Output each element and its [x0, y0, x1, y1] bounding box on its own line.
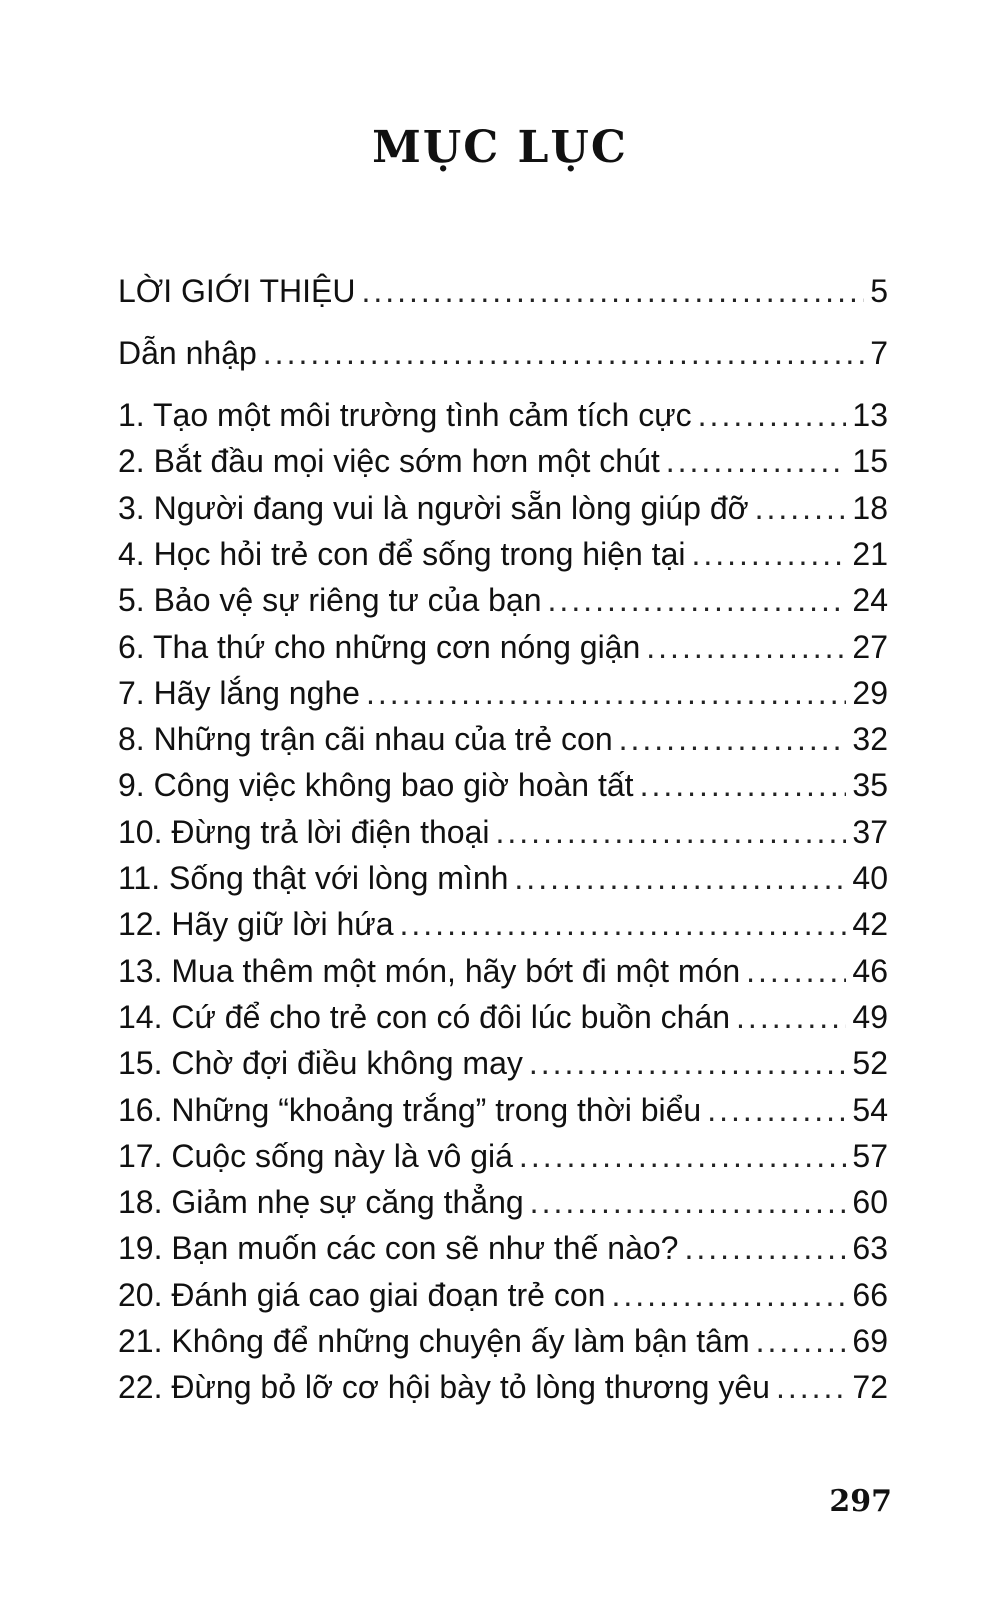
toc-entry [118, 531, 888, 577]
dot-leader [619, 716, 847, 762]
toc-entry [118, 948, 888, 994]
dot-leader [691, 531, 846, 577]
toc-entry-page: 69 [852, 1323, 888, 1359]
toc-entry-title: 3. Người đang vui là người sẵn lòng giúp đỡ [118, 489, 749, 526]
toc-entry [118, 901, 888, 947]
toc-entry-title: 7. Hãy lắng nghe [118, 674, 360, 711]
dot-leader [366, 670, 846, 716]
dot-leader [776, 1364, 846, 1410]
dot-leader [514, 855, 846, 901]
toc-entry-title: 1. Tạo một môi trường tình cảm tích cực [118, 397, 692, 433]
toc-entry [118, 1133, 888, 1179]
dot-leader [519, 1133, 846, 1179]
dot-leader [548, 577, 847, 623]
dot-leader [646, 624, 846, 670]
toc-entry-page: 72 [852, 1369, 888, 1406]
toc-entry-page: 42 [852, 906, 888, 943]
toc-entry-page: 49 [852, 998, 888, 1035]
toc-entry-page: 27 [852, 628, 888, 665]
toc-entry-page: 60 [852, 1184, 888, 1221]
toc-entry-title: 12. Hãy giữ lời hứa [118, 906, 394, 943]
toc-entry-title: 9. Công việc không bao giờ hoàn tất [118, 767, 634, 804]
dot-leader [755, 485, 847, 531]
toc-entry [118, 1225, 888, 1271]
toc-entry-page: 24 [852, 582, 888, 619]
toc-entry [118, 1087, 888, 1133]
toc-entry-page: 37 [852, 813, 888, 850]
page-title: MỤC LỤC [372, 122, 628, 173]
toc-entry-title: LỜI GIỚI THIỆU [118, 273, 356, 309]
toc-entry [118, 716, 888, 762]
toc-entry-page: 54 [852, 1091, 888, 1128]
toc-entry-page: 7 [870, 335, 888, 371]
dot-leader [400, 901, 847, 947]
toc-entry-title: 15. Chờ đợi điều không may [118, 1045, 523, 1082]
toc-entry [118, 809, 888, 855]
toc-entry-title: 16. Những “khoảng trắng” trong thời biểu [118, 1091, 702, 1128]
toc-entry-title: 6. Tha thứ cho những cơn nóng giận [118, 628, 641, 665]
toc-entry-title: 13. Mua thêm một món, hãy bớt đi một món [118, 952, 741, 989]
toc-entry [118, 1179, 888, 1225]
toc-entry-page: 5 [870, 273, 888, 309]
toc-entry-page: 57 [852, 1137, 888, 1174]
toc-entry-page: 66 [852, 1276, 888, 1313]
page-number: 297 [829, 1484, 892, 1519]
dot-leader [666, 438, 847, 484]
toc-entry [118, 330, 888, 376]
toc-entry-title: 4. Học hỏi trẻ con để sống trong hiện tại [118, 535, 686, 572]
dot-leader [496, 809, 847, 855]
toc-entry-page: 13 [852, 397, 888, 433]
toc-entry-page: 32 [852, 721, 888, 758]
toc-entry-page: 52 [852, 1045, 888, 1082]
toc-entry-title: 22. Đừng bỏ lỡ cơ hội bày tỏ lòng thương yêu [118, 1369, 770, 1406]
toc-entry-page: 15 [852, 443, 888, 480]
toc-entry-title: 2. Bắt đầu mọi việc sớm hơn một chút [118, 443, 660, 480]
dot-leader [756, 1318, 847, 1364]
toc-entry-page: 21 [852, 535, 888, 572]
dot-leader [529, 1040, 847, 1086]
toc-entry [118, 1364, 888, 1410]
dot-leader [263, 330, 864, 376]
dot-leader [707, 1087, 846, 1133]
toc-entry [118, 392, 888, 438]
dot-leader [746, 948, 846, 994]
toc-entry-title: 20. Đánh giá cao giai đoạn trẻ con [118, 1276, 606, 1313]
toc-entry [118, 485, 888, 531]
toc-entry [118, 855, 888, 901]
toc-entry [118, 577, 888, 623]
dot-leader [361, 268, 864, 314]
toc-entry-page: 40 [852, 860, 888, 896]
dot-leader [736, 994, 846, 1040]
toc-entry [118, 994, 888, 1040]
toc-entry-title: 5. Bảo vệ sự riêng tư của bạn [118, 582, 542, 619]
toc-entry-title: 17. Cuộc sống này là vô giá [118, 1137, 513, 1174]
toc-entry-page: 46 [852, 952, 888, 989]
toc-entry-title: 14. Cứ để cho trẻ con có đôi lúc buồn chán [118, 998, 731, 1035]
dot-leader [640, 762, 847, 808]
toc-entry-page: 35 [852, 767, 888, 804]
toc-entry [118, 624, 888, 670]
toc-entry [118, 1272, 888, 1318]
toc-entry-title: 10. Đừng trả lời điện thoại [118, 813, 490, 850]
toc-entry-title: Dẫn nhập [118, 335, 257, 371]
toc-entry-page: 29 [852, 674, 888, 711]
toc-entry-title: 11. Sống thật với lòng mình [118, 860, 509, 896]
toc-entry [118, 1040, 888, 1086]
dot-leader [611, 1272, 846, 1318]
toc-entry-page: 18 [852, 489, 888, 526]
toc-entry-title: 21. Không để những chuyện ấy làm bận tâm [118, 1323, 750, 1359]
dot-leader [698, 392, 847, 438]
toc-entry-title: 18. Giảm nhẹ sự căng thẳng [118, 1184, 524, 1221]
toc-entry [118, 438, 888, 484]
toc-entry [118, 1318, 888, 1364]
toc-entry-page: 63 [852, 1230, 888, 1267]
toc-entry [118, 268, 888, 314]
toc-entry [118, 762, 888, 808]
dot-leader [684, 1225, 846, 1271]
toc-entry-title: 19. Bạn muốn các con sẽ như thế nào? [118, 1230, 679, 1267]
toc-entry [118, 670, 888, 716]
dot-leader [530, 1179, 847, 1225]
toc-entry-title: 8. Những trận cãi nhau của trẻ con [118, 721, 613, 758]
